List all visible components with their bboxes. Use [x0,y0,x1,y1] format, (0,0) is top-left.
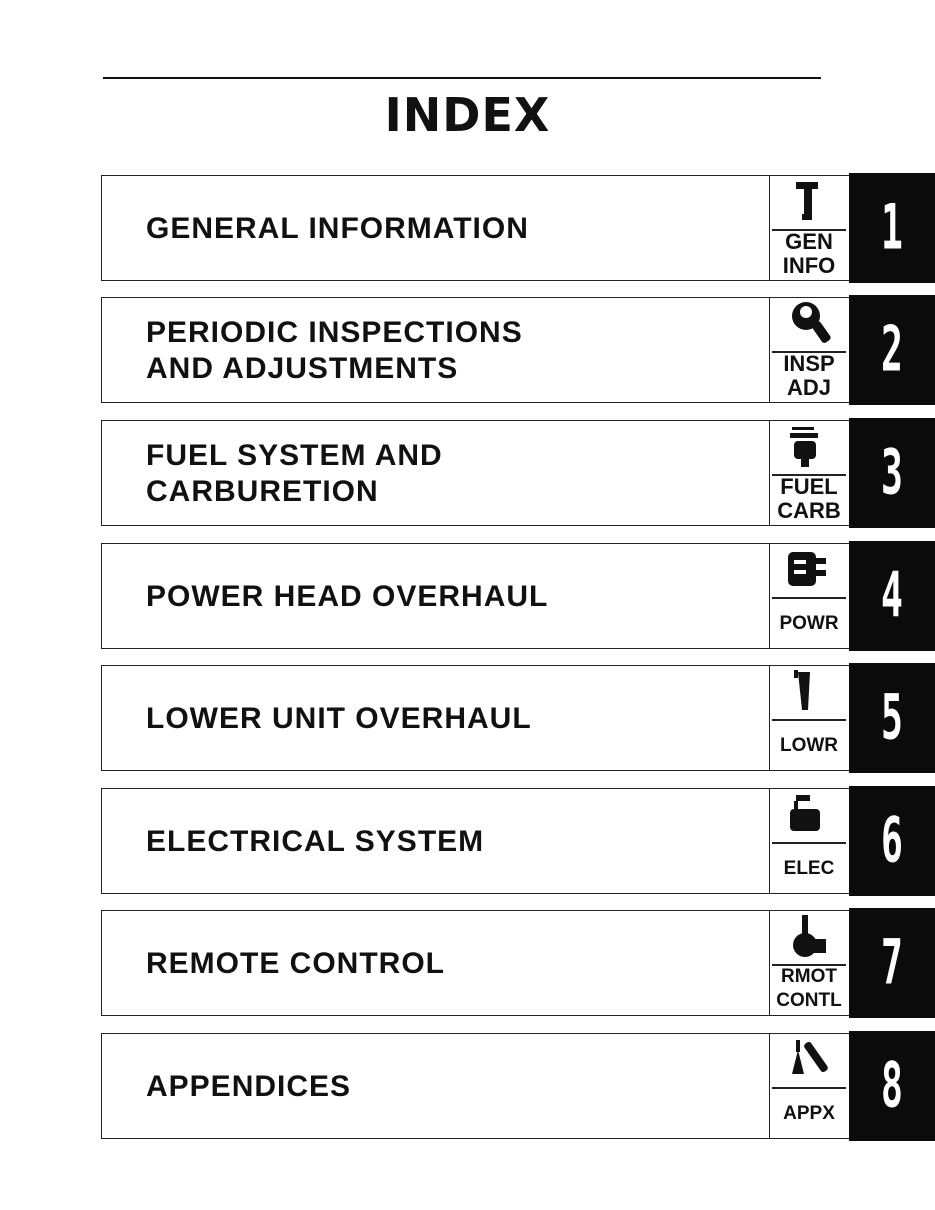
section-number: 5 [881,682,903,754]
section-label: POWER HEAD OVERHAUL [146,580,549,613]
section-tab[interactable] [849,295,935,405]
section-icon-box [769,543,851,649]
control-lever-icon [770,911,848,963]
index-row-appendices[interactable] [0,1033,935,1141]
section-abbr: ELEC [783,858,835,879]
abbr-divider [772,1087,846,1089]
section-box [101,910,771,1016]
carburetor-icon [770,421,848,473]
tools-icon [770,1034,848,1086]
abbr-divider [772,719,846,721]
section-abbr: APPX [783,1103,835,1124]
top-rule [103,77,821,79]
section-number: 1 [881,192,903,264]
section-abbr: INSP ADJ [783,351,835,400]
battery-icon [770,789,848,841]
page-title: INDEX [384,88,551,142]
section-box [101,175,771,281]
section-number: 6 [881,805,903,877]
section-tab[interactable] [849,1031,935,1141]
section-box [101,1033,771,1139]
section-box [101,297,771,403]
section-box [101,543,771,649]
section-label: APPENDICES [146,1070,352,1103]
section-abbr: POWR [779,613,839,634]
index-row-fuel-system[interactable] [0,420,935,528]
outboard-motor-icon [770,176,848,228]
abbr-divider [772,842,846,844]
section-label: ELECTRICAL SYSTEM [146,825,485,858]
index-row-general-information[interactable] [0,175,935,283]
index-row-power-head[interactable] [0,543,935,651]
section-box [101,420,771,526]
section-number: 4 [881,560,903,632]
section-abbr: GEN INFO [782,229,836,278]
section-number: 2 [881,314,903,386]
section-number: 7 [881,927,903,999]
section-label: LOWER UNIT OVERHAUL [146,702,532,735]
section-box [101,788,771,894]
section-icon-box [769,1033,851,1139]
section-label: FUEL SYSTEM AND CARBURETION [146,439,443,508]
section-icon-box [769,788,851,894]
section-abbr: RMOT CONTL [776,966,842,1011]
wrench-icon [770,298,848,350]
section-number: 8 [881,1050,903,1122]
section-tab[interactable] [849,541,935,651]
section-icon-box [769,665,851,771]
section-icon-box [769,420,851,526]
index-row-periodic-inspections[interactable] [0,297,935,405]
section-abbr: LOWR [779,735,839,756]
index-row-electrical[interactable] [0,788,935,896]
section-tab[interactable] [849,173,935,283]
section-label: REMOTE CONTROL [146,947,445,980]
section-label: PERIODIC INSPECTIONS AND ADJUSTMENTS [146,316,523,385]
section-abbr: FUEL CARB [777,474,841,523]
section-icon-box [769,175,851,281]
section-icon-box [769,910,851,1016]
abbr-divider [772,597,846,599]
section-tab[interactable] [849,786,935,896]
index-row-remote-control[interactable] [0,910,935,1018]
section-tab[interactable] [849,418,935,528]
section-label: GENERAL INFORMATION [146,212,529,245]
section-number: 3 [881,437,903,509]
index-row-lower-unit[interactable] [0,665,935,773]
lower-unit-icon [770,666,848,718]
section-tab[interactable] [849,663,935,773]
section-icon-box [769,297,851,403]
section-tab[interactable] [849,908,935,1018]
engine-block-icon [770,544,848,596]
section-box [101,665,771,771]
